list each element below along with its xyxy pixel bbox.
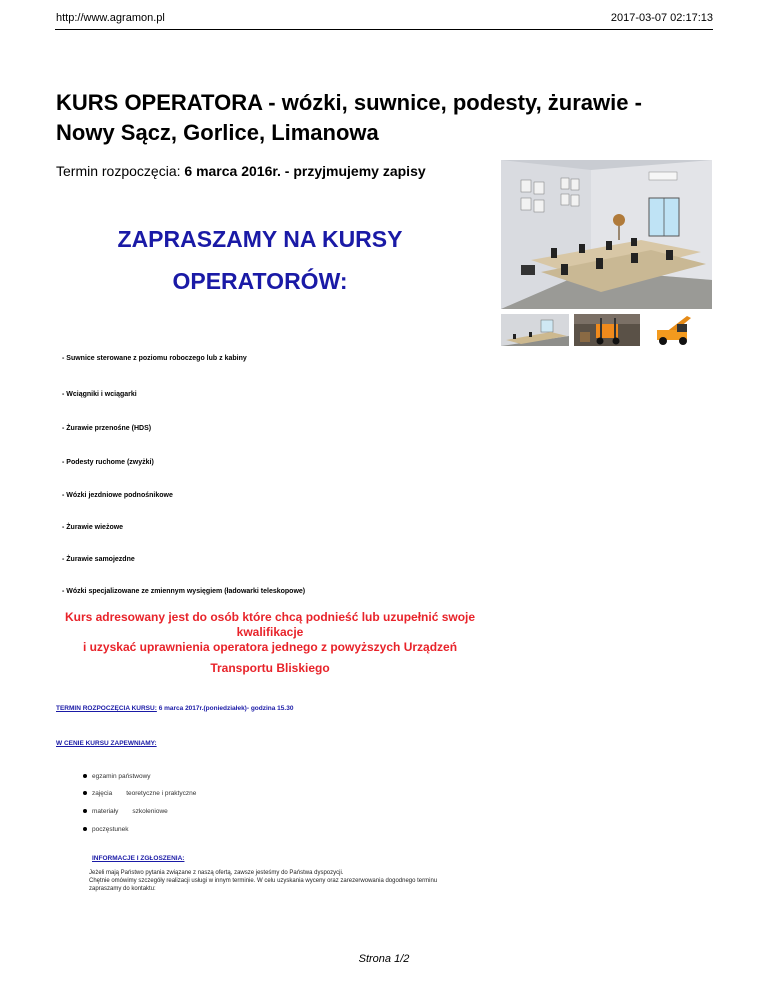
price-item-text: zajęcia: [92, 790, 113, 797]
info-line-1: Jeżeli mają Państwo pytania związane z naszą ofertą, zawsze jesteśmy do Państwa dyspozycji.: [89, 870, 344, 876]
course-item: - Suwnice sterowane z poziomu roboczego lub z kabiny: [62, 355, 247, 362]
info-text: [89, 869, 509, 893]
course-item: - Wózki jezdniowe podnośnikowe: [62, 492, 173, 499]
classroom-thumbnail[interactable]: [501, 314, 569, 346]
course-start-line: [56, 705, 293, 712]
bullet-icon: [83, 791, 87, 795]
thumbnail-row: [501, 314, 712, 346]
classroom-photo: [501, 160, 712, 309]
course-item: - Wózki specjalizowane ze zmiennym wysięgiem (ładowarki teleskopowe): [62, 588, 306, 595]
red-notice: [60, 610, 480, 655]
invite-heading: [75, 218, 445, 302]
price-heading: W CENIE KURSU ZAPEWNIAMY:: [56, 740, 157, 747]
price-item-detail: teoretyczne i praktyczne: [126, 790, 197, 797]
price-item-detail: szkoleniowe: [132, 808, 168, 815]
info-line-3: zapraszamy do kontaktu:: [89, 886, 156, 892]
header-divider: [55, 29, 713, 30]
info-heading: INFORMACJE I ZGŁOSZENIA:: [92, 855, 185, 862]
invite-line-2: OPERATORÓW:: [172, 268, 348, 294]
bullet-icon: [83, 809, 87, 813]
course-item: - Podesty ruchome (zwyżki): [62, 459, 154, 466]
price-item: [83, 773, 151, 780]
course-item: - Żurawie przenośne (HDS): [62, 425, 152, 432]
course-item: - Wciągniki i wciągarki: [62, 391, 137, 398]
title-line-1: KURS OPERATORA - wózki, suwnice, podesty, żurawie -: [56, 90, 642, 115]
price-item-text: egzamin państwowy: [92, 773, 151, 780]
course-start-label: TERMIN ROZPOCZĘCIA KURSU:: [56, 705, 157, 712]
page-title: [56, 88, 716, 148]
price-item-text: materiały: [92, 808, 119, 815]
info-line-2: Chętnie omówimy szczegóły realizacji usługi w innym terminie. W celu uzyskania wyceny oraz zarezerwowania dogodnego terminu: [89, 878, 438, 884]
price-item-text: poczęstunek: [92, 826, 129, 833]
title-line-2: Nowy Sącz, Gorlice, Limanowa: [56, 120, 379, 145]
red-notice-line-4: Transportu Bliskiego: [210, 661, 330, 675]
course-start-value: 6 marca 2017r.(poniedziałek)- godzina 15.30: [158, 705, 294, 712]
bullet-icon: [83, 827, 87, 831]
start-date-label: Termin rozpoczęcia:: [56, 163, 185, 179]
start-date-value: 6 marca 2016r. - przyjmujemy zapisy: [184, 163, 426, 179]
page-number: Strona 1/2: [358, 953, 410, 965]
header-datetime: 2017-03-07 02:17:13: [610, 12, 713, 24]
course-item: - Żurawie wieżowe: [62, 524, 124, 531]
red-notice-line-1: Kurs adresowany jest do osób które chcą podnieść lub uzupełnić swoje: [64, 610, 476, 624]
price-item: [83, 808, 168, 815]
course-item: - Żurawie samojezdne: [62, 556, 135, 563]
telehandler-thumbnail[interactable]: [647, 314, 712, 346]
red-notice-line-2: kwalifikacje: [236, 625, 304, 639]
price-item: [83, 826, 129, 833]
header-url[interactable]: http://www.agramon.pl: [56, 12, 165, 24]
start-date-line: [56, 163, 426, 179]
forklift-thumbnail[interactable]: [574, 314, 640, 346]
price-item: [83, 790, 196, 797]
bullet-icon: [83, 774, 87, 778]
invite-line-1: ZAPRASZAMY NA KURSY: [117, 226, 403, 252]
red-notice-line-3: i uzyskać uprawnienia operatora jednego z powyższych Urządzeń: [82, 640, 458, 654]
